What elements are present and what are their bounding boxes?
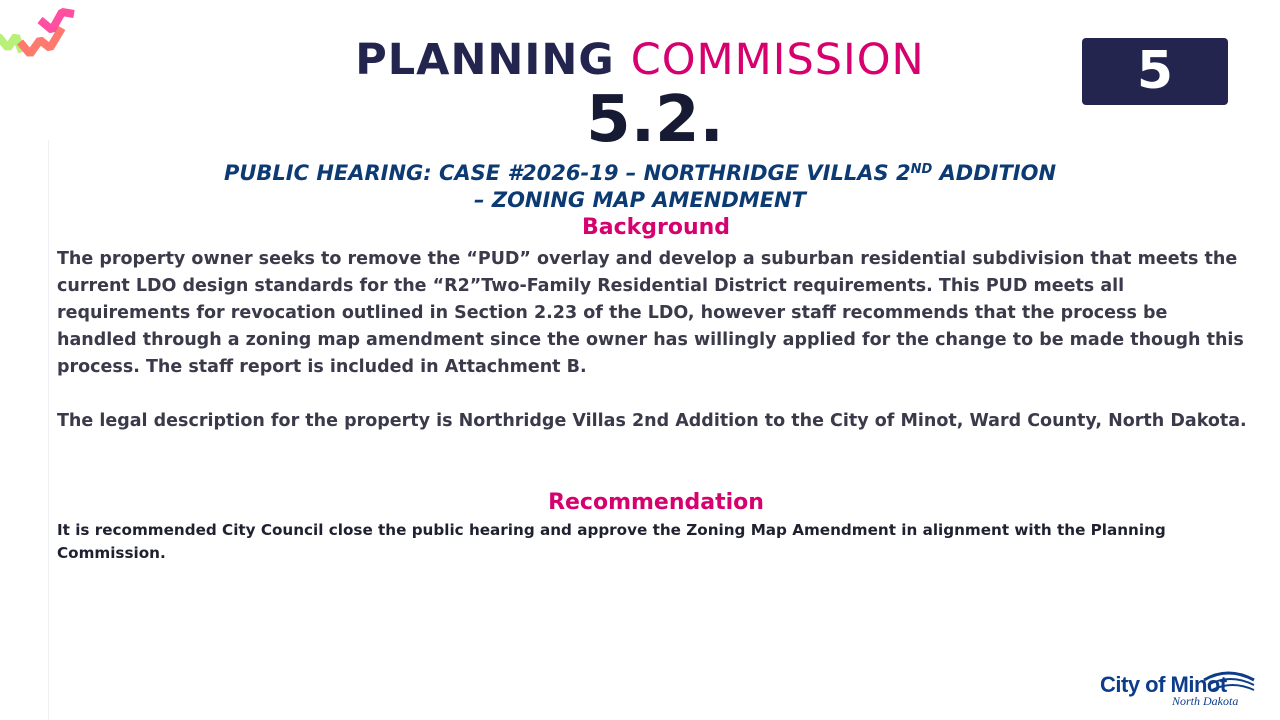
recommendation-heading: Recommendation — [548, 490, 764, 515]
title-planning: PLANNING — [355, 35, 615, 85]
legal-description-paragraph: The legal description for the property is Northridge Villas 2nd Addition to the City of Minot, Ward County, North Dakota. — [57, 411, 1247, 431]
logo-main-text: City of Minot — [1100, 672, 1227, 697]
logo-sub-text: North Dakota — [1172, 694, 1239, 708]
recommendation-text: It is recommended City Council close the public hearing and approve the Zoning Map Amendment in alignment with the Planning Commission. — [57, 521, 1166, 562]
background-paragraph: The property owner seeks to remove the “PUD” overlay and develop a suburban residential subdivision that meets the current LDO design standards for the “R2”Two-Family Residential District requirements. This PUD meets all requirements for revocation outlined in Section 2.23 of the LDO, however staff recommends that the process be handled through a zoning map amendment since the owner has willingly applied for the change to be made though this process. The staff report is included in Attachment B. — [57, 249, 1244, 377]
agenda-item-number: 5.2. — [586, 83, 724, 157]
page-number-badge: 5 — [1082, 38, 1228, 105]
case-title-line2: – ZONING MAP AMENDMENT — [474, 188, 806, 212]
title-commission: COMMISSION — [630, 35, 925, 85]
background-heading: Background — [581, 215, 731, 240]
city-of-minot-logo — [1098, 670, 1258, 712]
case-title — [120, 160, 1160, 214]
case-title-line1: PUBLIC HEARING: CASE #2026-19 – NORTHRIDGE VILLAS 2ND ADDITION — [223, 161, 1057, 185]
